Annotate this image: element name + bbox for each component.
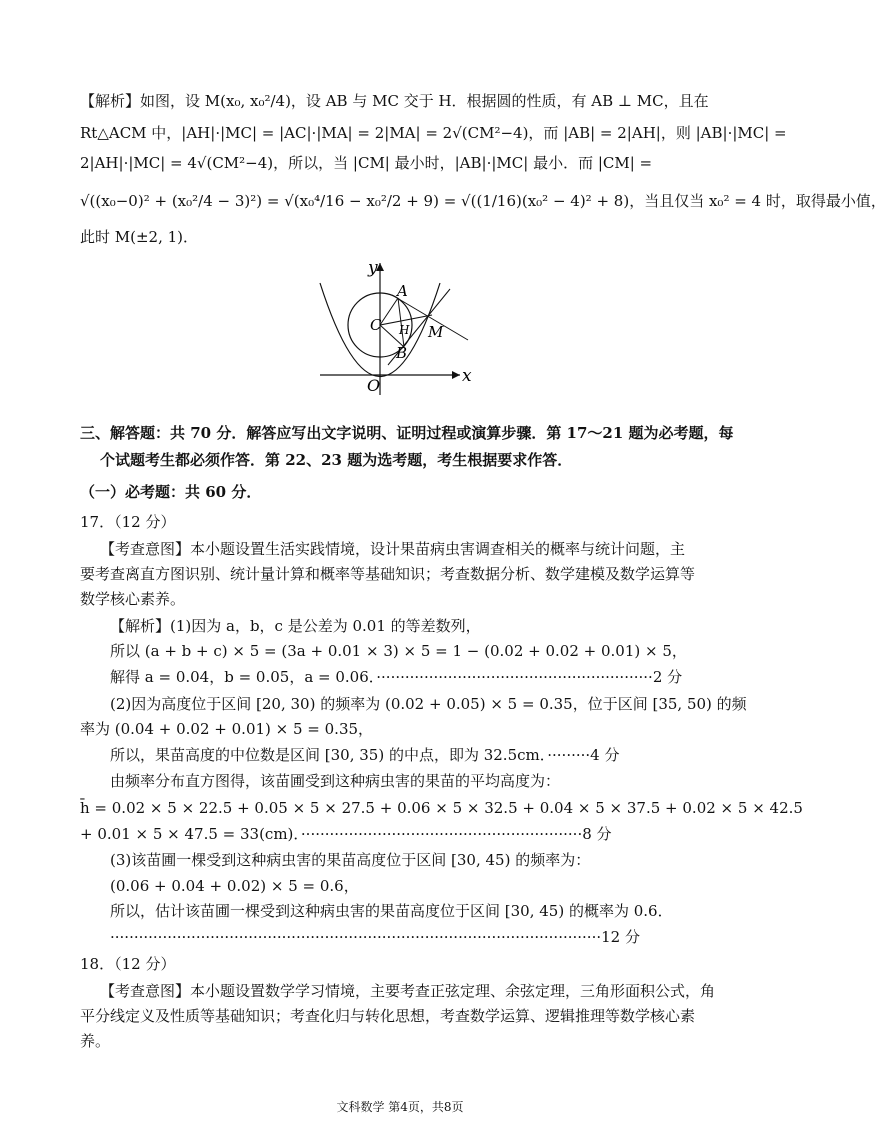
q17-solution-1: 【解析】(1)因为 a，b，c 是公差为 0.01 的等差数列， — [110, 617, 481, 635]
q18-intent-2: 平分线定义及性质等基础知识；考查化归与转化思想，考查数学运算、逻辑推理等数学核心素 — [80, 1007, 696, 1025]
parabola-circle-figure — [300, 255, 500, 405]
q17-header: 17．（12 分） — [80, 513, 176, 531]
label-y: y — [368, 258, 378, 278]
analysis-line-4: √((x₀−0)² + (x₀²/4 − 3)²) = √(x₀⁴/16 − x₀²/2 + 9) = √((1/16)(x₀² − 4)² + 8)，当且仅当 x₀² = 4 时，取得最小值， — [80, 192, 886, 210]
q17-solution-11: (0.06 + 0.04 + 0.02) × 5 = 0.6， — [110, 877, 359, 895]
q17-solution-3: 解得 a = 0.04，b = 0.05，a = 0.06．··························································2 分 — [110, 668, 683, 686]
q17-solution-7: 由频率分布直方图得，该苗圃受到这种病虫害的果苗的平均高度为： — [110, 772, 561, 790]
analysis-line-5: 此时 M(±2, 1)． — [80, 228, 199, 246]
q17-solution-8: h̄ = 0.02 × 5 × 22.5 + 0.05 × 5 × 27.5 + 0.06 × 5 × 32.5 + 0.04 × 5 × 37.5 + 0.02 × 5 × 42.5 — [80, 799, 803, 817]
analysis-line-1: 【解析】如图，设 M(x₀, x₀²/4)，设 AB 与 MC 交于 H．根据圆的性质，有 AB ⊥ MC，且在 — [80, 92, 709, 110]
q17-solution-12: 所以，估计该苗圃一棵受到这种病虫害的果苗高度位于区间 [30, 45) 的概率为 0.6． — [110, 902, 673, 920]
q18-intent-3: 养。 — [80, 1032, 111, 1050]
q17-solution-13: ·······································································································12 分 — [110, 928, 640, 946]
analysis-line-2: Rt△ACM 中，|AH|·|MC| = |AC|·|MA| = 2|MA| = 2√(CM²−4)，而 |AB| = 2|AH|，则 |AB|·|MC| = — [80, 124, 787, 142]
q17-solution-4: (2)因为高度位于区间 [20, 30) 的频率为 (0.02 + 0.05) × 5 = 0.35，位于区间 [35, 50) 的频 — [110, 695, 747, 713]
label-c: C — [370, 316, 382, 334]
x-axis-arrow — [452, 371, 460, 379]
q17-solution-2: 所以 (a + b + c) × 5 = (3a + 0.01 × 3) × 5 = 1 − (0.02 + 0.02 + 0.01) × 5， — [110, 642, 687, 660]
section3-line-3: （一）必考题：共 60 分． — [80, 483, 262, 501]
q17-intent-2: 要考查离直方图识别、统计量计算和概率等基础知识；考查数据分析、数学建模及数学运算等 — [80, 565, 696, 583]
q18-intent-1: 【考查意图】本小题设置数学学习情境，主要考查正弦定理、余弦定理，三角形面积公式，角 — [100, 982, 716, 1000]
q17-solution-10: (3)该苗圃一棵受到这种病虫害的果苗高度位于区间 [30, 45) 的频率为： — [110, 851, 591, 869]
label-h: H — [399, 323, 410, 337]
q18-header: 18．（12 分） — [80, 955, 176, 973]
q17-intent-1: 【考查意图】本小题设置生活实践情境，设计果苗病虫害调查相关的概率与统计问题，主 — [100, 540, 686, 558]
analysis-line-3: 2|AH|·|MC| = 4√(CM²−4)，所以，当 |CM| 最小时，|AB|·|MC| 最小．而 |CM| = — [80, 154, 653, 172]
q17-solution-5: 率为 (0.04 + 0.02 + 0.01) × 5 = 0.35， — [80, 720, 374, 738]
label-m: M — [428, 323, 444, 341]
label-o: O — [367, 376, 381, 395]
page-footer: 文科数学 第4页，共8页 — [336, 1100, 464, 1114]
label-a: A — [397, 282, 408, 300]
q17-solution-9: + 0.01 × 5 × 47.5 = 33(cm)．···························································8 分 — [80, 825, 612, 843]
label-x: x — [462, 366, 472, 386]
section3-line-1: 三、解答题：共 70 分．解答应写出文字说明、证明过程或演算步骤．第 17～21 题为必考题，每 — [80, 424, 734, 442]
section3-line-2: 个试题考生都必须作答．第 22、23 题为选考题，考生根据要求作答． — [100, 451, 573, 469]
label-b: B — [396, 344, 408, 362]
segment-ca — [380, 298, 398, 325]
q17-intent-3: 数学核心素养。 — [80, 590, 186, 608]
q17-solution-6: 所以，果苗高度的中位数是区间 [30, 35) 的中点，即为 32.5cm．·········4 分 — [110, 746, 620, 764]
